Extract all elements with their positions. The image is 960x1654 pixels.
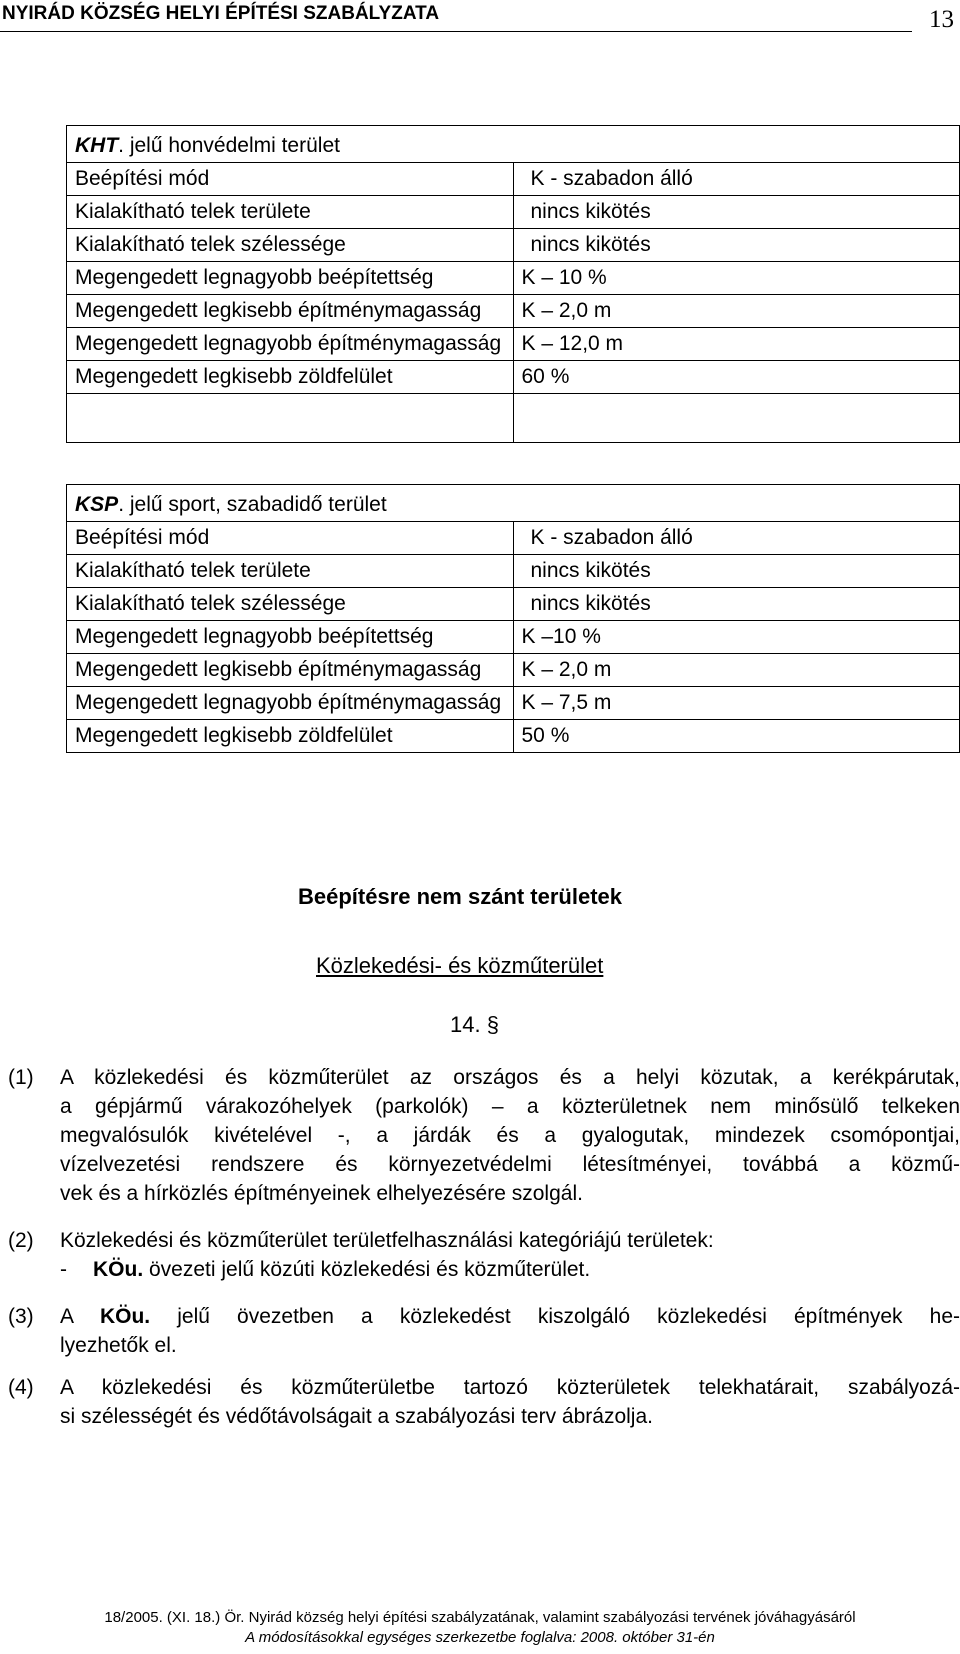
ksp-table-title <box>67 485 960 522</box>
table-row <box>67 588 960 621</box>
table-row <box>67 196 960 229</box>
page-header <box>0 0 960 36</box>
row-value: K –10 % <box>513 621 960 654</box>
section-heading: Beépítésre nem szánt területek <box>298 884 623 909</box>
header-rule <box>0 31 912 32</box>
paragraph-number: (1) <box>8 1066 34 1089</box>
row-label: Megengedett legnagyobb építménymagasság <box>67 687 514 720</box>
table-row <box>67 361 960 394</box>
zone-code: KÖu. <box>99 1305 151 1328</box>
kht-table-title <box>67 126 960 163</box>
row-label: Megengedett legkisebb építménymagasság <box>67 295 514 328</box>
footer-line-1: 18/2005. (XI. 18.) Ör. Nyirád község helyi építési szabályzatának, valamint szabályozási tervének jóváhagyásáról <box>104 1609 856 1626</box>
row-value: K – 7,5 m <box>513 687 960 720</box>
paragraph-number: (4) <box>8 1376 34 1399</box>
row-value: 50 % <box>513 720 960 753</box>
paragraph-number: (2) <box>8 1229 34 1252</box>
row-value: K - szabadon álló <box>513 522 960 555</box>
table-row <box>67 262 960 295</box>
row-label: Kialakítható telek szélessége <box>67 229 514 262</box>
row-value: nincs kikötés <box>513 555 960 588</box>
paragraph-line: A közlekedési és közműterület az országos és a helyi közutak, a kerékpárutak, <box>60 1066 960 1089</box>
table-row <box>67 163 960 196</box>
kht-title-text: . jelű honvédelmi terület <box>118 134 340 157</box>
footer-line-2: A módosításokkal egységes szerkezetbe foglalva: 2008. október 31-én <box>245 1629 715 1646</box>
kht-zone-table <box>66 125 960 443</box>
paragraph-line: vízelvezetési rendszere és környezetvédelmi létesítményei, továbbá a közmű- <box>60 1153 960 1176</box>
row-value: K - szabadon álló <box>513 163 960 196</box>
paragraph-line: lyezhetők el. <box>60 1334 177 1357</box>
table-row <box>67 229 960 262</box>
page-number: 13 <box>929 6 954 33</box>
empty-cell <box>67 394 514 443</box>
document-title: NYIRÁD KÖZSÉG HELYI ÉPÍTÉSI SZABÁLYZATA <box>2 3 440 24</box>
section-subheading: Közlekedési- és közműterület <box>316 953 604 978</box>
empty-cell <box>513 394 960 443</box>
table-row <box>67 720 960 753</box>
paragraph-text: A <box>60 1305 100 1328</box>
paragraph-text: jelű övezetben a közlekedést kiszolgáló közlekedési építmények he- <box>150 1305 960 1328</box>
row-label: Kialakítható telek területe <box>67 196 514 229</box>
row-label: Kialakítható telek szélessége <box>67 588 514 621</box>
row-label: Kialakítható telek területe <box>67 555 514 588</box>
row-value: nincs kikötés <box>513 229 960 262</box>
paragraph-line <box>60 1302 960 1331</box>
kht-code: KHT <box>75 134 119 157</box>
paragraph-line: Közlekedési és közműterület területfelhasználási kategóriájú területek: <box>60 1229 714 1252</box>
page-footer <box>0 1608 960 1648</box>
table-row <box>67 621 960 654</box>
row-label: Megengedett legnagyobb beépítettség <box>67 262 514 295</box>
table-row-empty <box>67 394 960 443</box>
row-label: Megengedett legkisebb zöldfelület <box>67 361 514 394</box>
ksp-code: KSP <box>75 493 119 516</box>
table-row <box>67 654 960 687</box>
paragraph-line: megvalósulók kivételével -, a járdák és a gyalogutak, mindezek csomópontjai, <box>60 1124 960 1147</box>
paragraph-number: (3) <box>8 1305 34 1328</box>
row-value: K – 2,0 m <box>513 295 960 328</box>
paragraph-line: vek és a hírközlés építményeinek elhelyezésére szolgál. <box>60 1182 583 1205</box>
row-value: 60 % <box>513 361 960 394</box>
row-value: K – 12,0 m <box>513 328 960 361</box>
paragraph-mark: 14. § <box>450 1012 499 1037</box>
row-value: K – 10 % <box>513 262 960 295</box>
table-row <box>67 687 960 720</box>
list-item <box>60 1255 960 1284</box>
row-label: Megengedett legkisebb zöldfelület <box>67 720 514 753</box>
row-label: Beépítési mód <box>67 522 514 555</box>
row-label: Beépítési mód <box>67 163 514 196</box>
table-row <box>67 555 960 588</box>
paragraph-line: si szélességét és védőtávolságait a szabályozási terv ábrázolja. <box>60 1405 653 1428</box>
ksp-title-text: . jelű sport, szabadidő terület <box>118 493 387 516</box>
row-value: K – 2,0 m <box>513 654 960 687</box>
row-label: Megengedett legnagyobb építménymagasság <box>67 328 514 361</box>
row-label: Megengedett legnagyobb beépítettség <box>67 621 514 654</box>
paragraph-line: A közlekedési és közműterületbe tartozó közterületek telekhatárait, szabályozá- <box>60 1376 960 1399</box>
table-row <box>67 522 960 555</box>
row-label: Megengedett legkisebb építménymagasság <box>67 654 514 687</box>
row-value: nincs kikötés <box>513 196 960 229</box>
ksp-zone-table <box>66 484 960 753</box>
list-item-text: övezeti jelű közúti közlekedési és közműterület. <box>143 1258 591 1281</box>
list-dash: - <box>60 1258 67 1281</box>
row-value: nincs kikötés <box>513 588 960 621</box>
table-row <box>67 328 960 361</box>
table-row <box>67 295 960 328</box>
zone-code: KÖu. <box>93 1258 144 1281</box>
paragraph-line: a gépjármű várakozóhelyek (parkolók) – a közterületnek nem minősülő telkeken <box>60 1095 960 1118</box>
